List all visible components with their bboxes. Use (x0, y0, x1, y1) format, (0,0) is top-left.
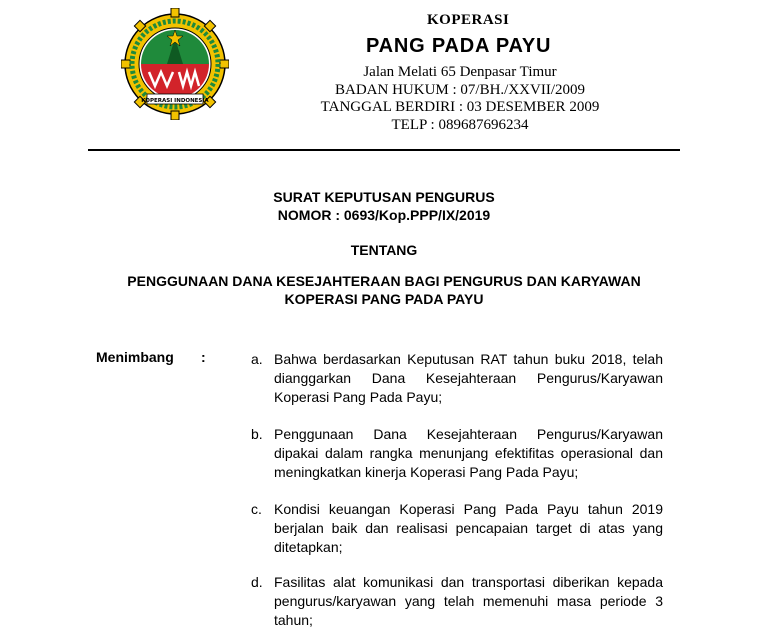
org-label: KOPERASI (427, 12, 510, 28)
org-founded-date: TANGGAL BERDIRI : 03 DESEMBER 2009 (320, 99, 600, 115)
item-text: Kondisi keuangan Koperasi Pang Pada Payu tahun 2019 berjalan baik dan realisasi pencapaian target di atas yang ditetapkan; (274, 501, 663, 555)
considering-item (251, 425, 663, 482)
org-name: PANG PADA PAYU (366, 35, 552, 57)
letter-number: NOMOR : 0693/Kop.PPP/IX/2019 (277, 207, 491, 223)
item-letter: d. (251, 574, 263, 590)
org-phone: TELP : 089687696234 (391, 117, 529, 133)
letter-title: SURAT KEPUTUSAN PENGURUS (273, 189, 495, 205)
letter-subject-line1: PENGGUNAAN DANA KESEJAHTERAAN BAGI PENGURUS DAN KARYAWAN (127, 273, 641, 289)
considering-item (251, 350, 663, 407)
considering-colon: : (201, 349, 206, 365)
header-divider (88, 149, 680, 151)
item-text: Bahwa berdasarkan Keputusan RAT tahun buku 2018, telah dianggarkan Dana Kesejahteraan Pengurus/Karyawan Koperasi Pang Pada Payu; (274, 351, 663, 405)
koperasi-emblem-icon (121, 8, 229, 120)
letter-subject-line2: KOPERASI PANG PADA PAYU (284, 291, 484, 307)
item-letter: a. (251, 351, 263, 367)
logo-caption: KOPERASI INDONESIA (141, 98, 209, 104)
considering-item (251, 500, 663, 557)
koperasi-logo (121, 8, 229, 120)
item-text: Penggunaan Dana Kesejahteraan Pengurus/Karyawan dipakai dalam rangka menunjang efektifitas operasional dan meningkatkan kinerja Koperasi Pang Pada Payu; (274, 426, 663, 480)
item-letter: b. (251, 426, 263, 442)
considering-item (251, 573, 663, 630)
org-address: Jalan Melati 65 Denpasar Timur (363, 64, 557, 80)
item-letter: c. (251, 501, 262, 517)
considering-label: Menimbang (96, 349, 174, 365)
item-text: Fasilitas alat komunikasi dan transportasi diberikan kepada pengurus/karyawan yang telah memenuhi masa periode 3 tahun; (274, 574, 663, 628)
org-legal-entity: BADAN HUKUM : 07/BH./XXVII/2009 (335, 82, 585, 98)
letter-about: TENTANG (350, 242, 418, 258)
